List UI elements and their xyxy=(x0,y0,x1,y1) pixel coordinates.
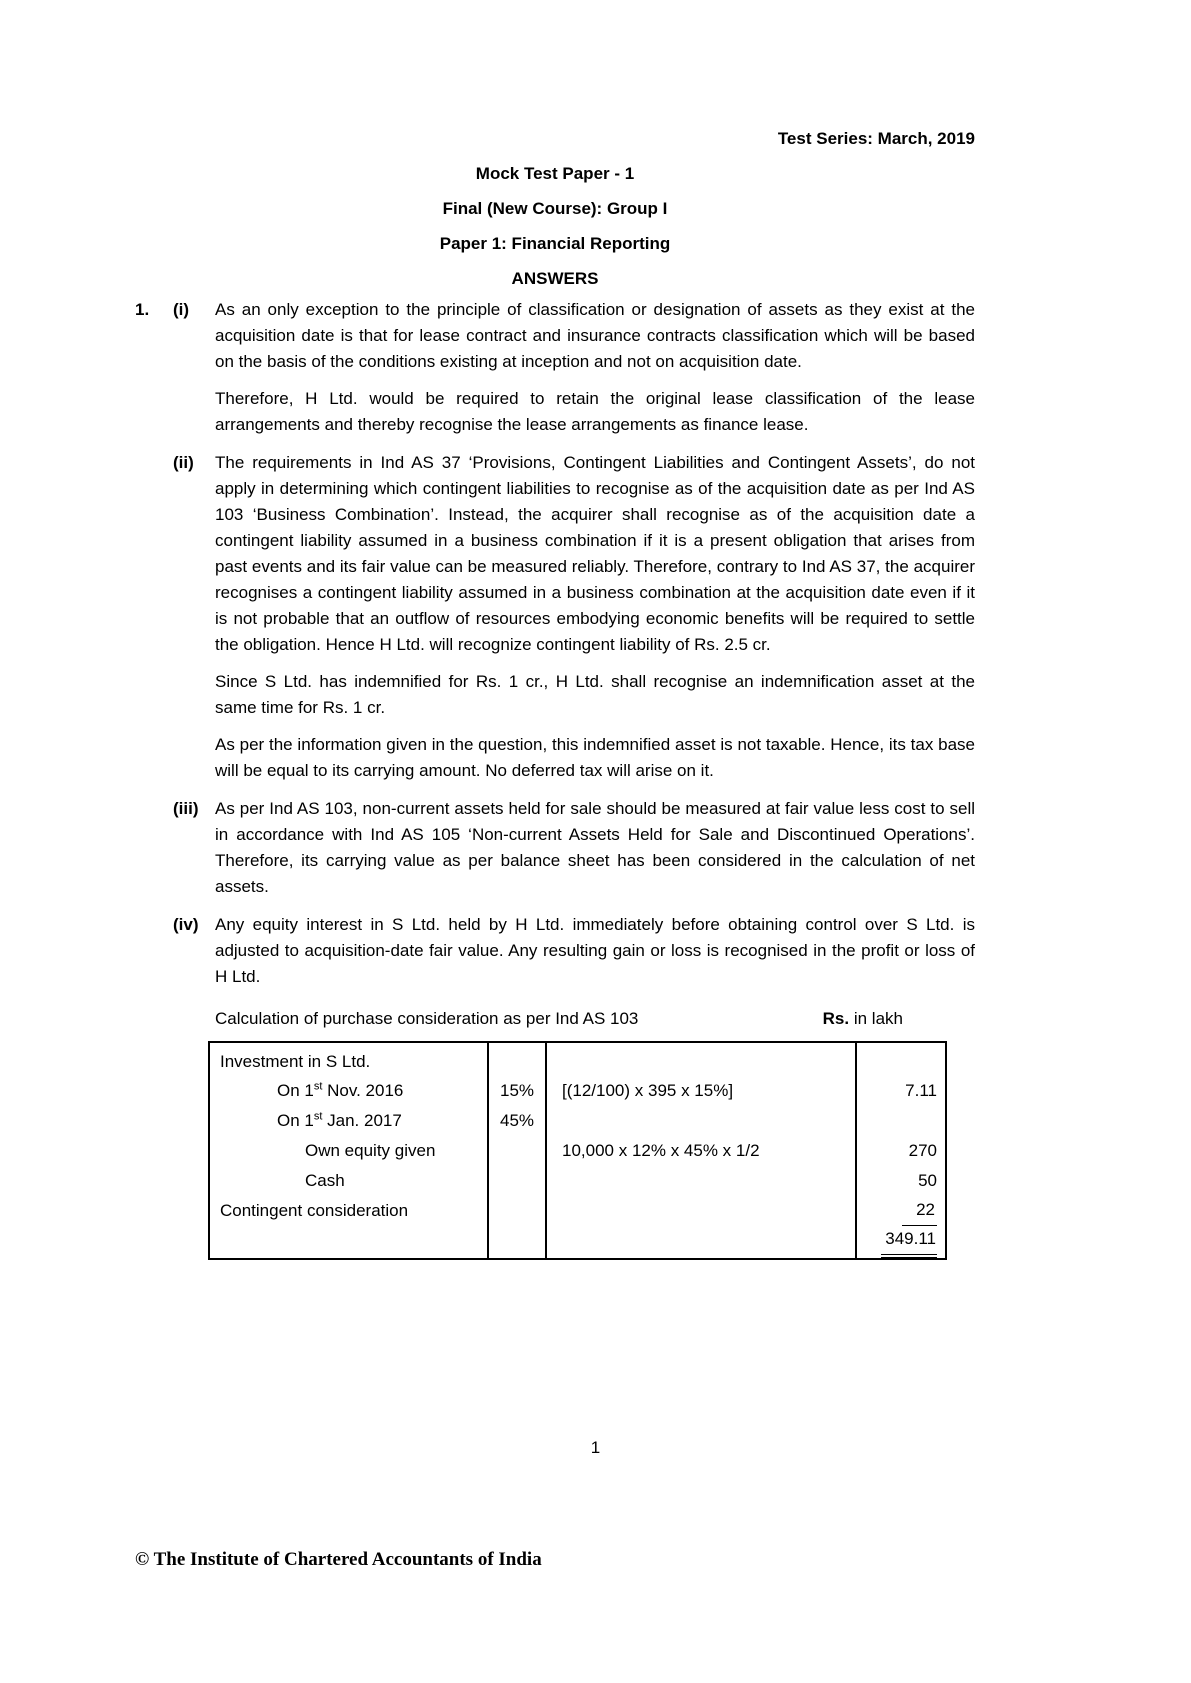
table-row xyxy=(209,1106,946,1136)
part-label-ii: (ii) xyxy=(173,453,194,472)
calculation-caption-text: Calculation of purchase consideration as per Ind AS 103 xyxy=(215,1009,639,1028)
part-label-iv: (iv) xyxy=(173,915,199,934)
paragraph: The requirements in Ind AS 37 ‘Provisions, Contingent Liabilities and Contingent Assets’, do not apply in determining which contingent liabilities to recognise as of the acquisition date as per Ind AS 103 ‘Business Combination’. Instead, the acquirer shall recognise as of the acquisition date a contingent liability assumed in a business combination if it is a present obligation that arises from past events and its fair value can be measured reliably. Therefore, contrary to Ind AS 37, the acquirer recognises a contingent liability assumed in a business combination at the acquisition date even if it is not probable that an outflow of resources embodying economic benefits will be required to settle the obligation. Hence H Ltd. will recognize contingent liability of Rs. 2.5 cr. xyxy=(215,453,975,654)
answer-part-iv xyxy=(135,912,975,990)
copyright-line: © The Institute of Chartered Accountants of India xyxy=(135,1549,542,1570)
table-cell-amount xyxy=(856,1196,946,1226)
part-label-i: (i) xyxy=(173,300,190,319)
table-cell-amount: 50 xyxy=(856,1166,946,1196)
table-row xyxy=(209,1076,946,1106)
table-cell-pct: 45% xyxy=(488,1106,546,1136)
table-row xyxy=(209,1196,946,1226)
date-text: On 1 xyxy=(277,1111,314,1130)
ordinal-superscript: st xyxy=(313,1080,323,1093)
part-body-i xyxy=(215,297,975,438)
table-cell-pct xyxy=(488,1042,546,1076)
table-cell-amount: 7.11 xyxy=(856,1076,946,1106)
table-cell-desc: Own equity given xyxy=(305,1141,436,1160)
table-cell-formula: [(12/100) x 395 x 15%] xyxy=(546,1076,856,1106)
page-number: 1 xyxy=(590,1438,601,1457)
paragraph: As per Ind AS 103, non-current assets held for sale should be measured at fair value less cost to sell in accordance with Ind AS 105 ‘Non-current Assets Held for Sale and Discontinued Operations’. Therefore, its carrying value as per balance sheet has been considered in the calculation of net assets. xyxy=(215,799,975,896)
part-label-iii: (iii) xyxy=(173,799,199,818)
table-cell-formula xyxy=(546,1106,856,1136)
table-cell-desc: Cash xyxy=(305,1171,345,1190)
table-row xyxy=(209,1042,946,1076)
table-cell-formula xyxy=(546,1196,856,1226)
table-cell-formula xyxy=(546,1166,856,1196)
question-number: 1. xyxy=(135,300,150,319)
table-row xyxy=(209,1226,946,1259)
title-course-group: Final (New Course): Group I xyxy=(442,199,668,218)
purchase-consideration-table xyxy=(208,1041,947,1260)
table-cell-amount xyxy=(856,1226,946,1259)
part-body-iv xyxy=(215,912,975,990)
table-cell-formula xyxy=(546,1042,856,1076)
answer-part-iii xyxy=(135,796,975,900)
date-text: Nov. 2016 xyxy=(322,1081,404,1100)
table-cell-desc xyxy=(209,1076,488,1106)
paragraph: Since S Ltd. has indemnified for Rs. 1 cr., H Ltd. shall recognise an indemnification asset at the same time for Rs. 1 cr. xyxy=(215,672,975,717)
unit-label: in lakh xyxy=(849,1009,903,1028)
part-body-iii xyxy=(215,796,975,900)
title-answers: ANSWERS xyxy=(511,269,599,288)
table-row xyxy=(209,1166,946,1196)
table-cell-pct xyxy=(488,1166,546,1196)
page-content xyxy=(135,126,975,1260)
test-series-header: Test Series: March, 2019 xyxy=(777,129,975,148)
table-cell-formula xyxy=(546,1226,856,1259)
title-paper-subject: Paper 1: Financial Reporting xyxy=(439,234,671,253)
table-cell-desc xyxy=(209,1226,488,1259)
subtotal-amount: 22 xyxy=(902,1197,937,1226)
paragraph: As an only exception to the principle of classification or designation of assets as they exist at the acquisition date is that for lease contract and insurance contracts classification which will be based on the basis of the conditions existing at inception and not on acquisition date. xyxy=(215,300,975,371)
table-cell-pct: 15% xyxy=(488,1076,546,1106)
question-1 xyxy=(135,297,975,990)
table-cell-amount xyxy=(856,1106,946,1136)
answer-part-i xyxy=(135,297,975,438)
table-row xyxy=(209,1136,946,1166)
table-cell-amount: 270 xyxy=(856,1136,946,1166)
date-text: On 1 xyxy=(277,1081,314,1100)
total-amount: 349.11 xyxy=(881,1226,937,1258)
paragraph: As per the information given in the question, this indemnified asset is not taxable. Hence, its tax base will be equal to its carrying amount. No deferred tax will arise on it. xyxy=(215,735,975,780)
part-body-ii xyxy=(215,450,975,784)
rs-label: Rs. xyxy=(822,1009,850,1028)
table-cell-pct xyxy=(488,1196,546,1226)
table-cell-formula: 10,000 x 12% x 45% x 1/2 xyxy=(546,1136,856,1166)
ordinal-superscript: st xyxy=(313,1110,323,1123)
table-cell-desc: Contingent consideration xyxy=(220,1201,409,1220)
table-cell-desc: Investment in S Ltd. xyxy=(220,1051,371,1071)
table-cell-amount xyxy=(856,1042,946,1076)
calculation-caption xyxy=(215,1006,975,1032)
title-mock-test-paper: Mock Test Paper - 1 xyxy=(475,164,635,183)
table-cell-desc xyxy=(209,1106,488,1136)
date-text: Jan. 2017 xyxy=(322,1111,402,1130)
paragraph: Therefore, H Ltd. would be required to retain the original lease classification of the lease arrangements and thereby recognise the lease arrangements as finance lease. xyxy=(215,389,975,434)
table-cell-pct xyxy=(488,1136,546,1166)
calculation-caption-unit xyxy=(823,1006,903,1032)
table-cell-pct xyxy=(488,1226,546,1259)
answer-part-ii xyxy=(135,450,975,784)
paragraph: Any equity interest in S Ltd. held by H Ltd. immediately before obtaining control over S Ltd. is adjusted to acquisition-date fair value. Any resulting gain or loss is recognised in the profit or loss of H Ltd. xyxy=(215,915,975,986)
